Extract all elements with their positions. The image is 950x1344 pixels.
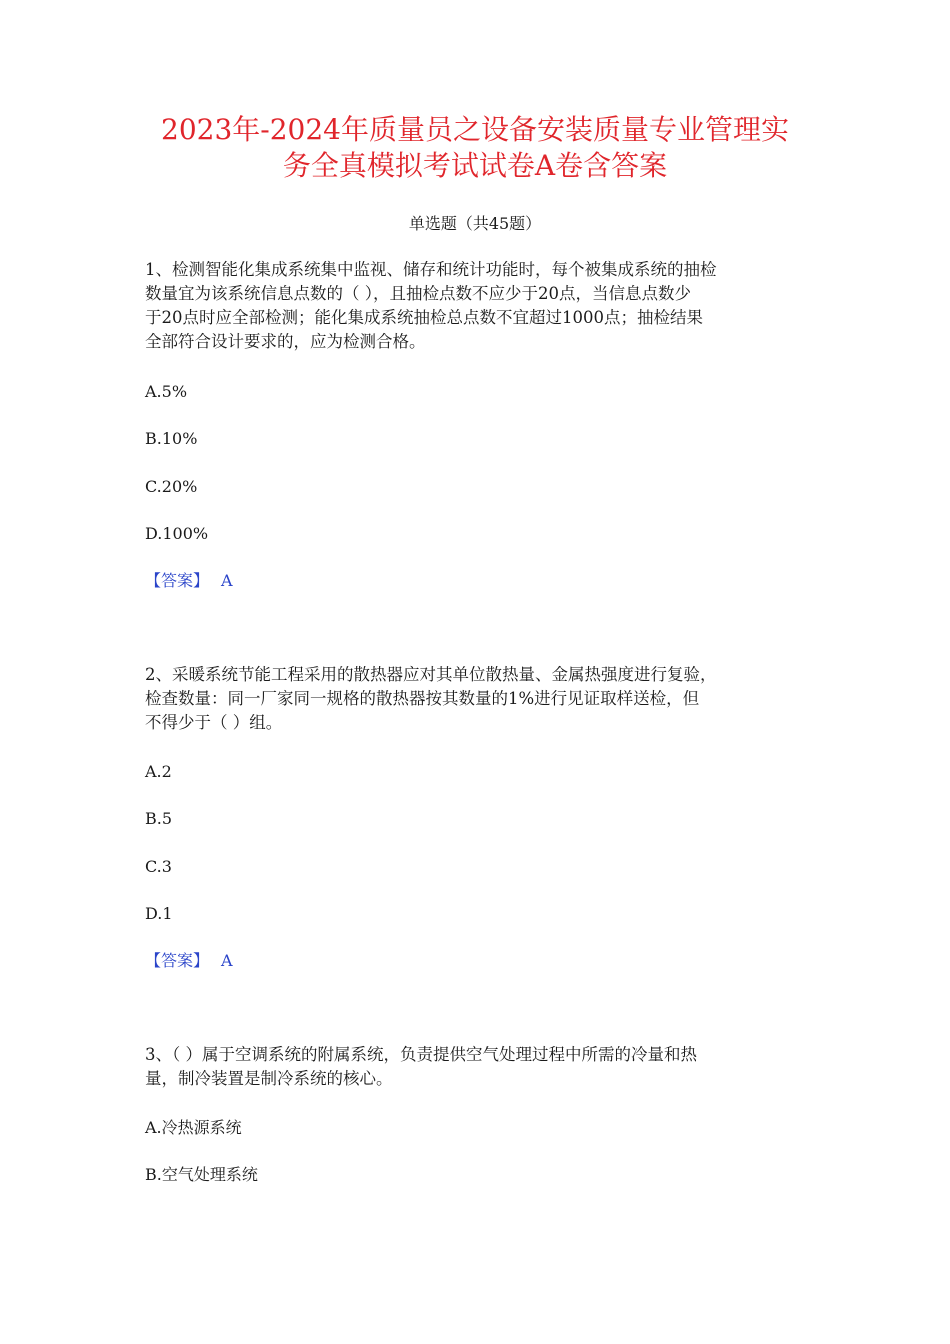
question-3-stem-line: 量，制冷装置是制冷系统的核心。	[145, 1069, 393, 1088]
question-2-option-b: B.5	[145, 809, 173, 828]
question-1-stem-line: 1、检测智能化集成系统集中监视、储存和统计功能时，每个被集成系统的抽检	[145, 260, 717, 279]
question-2-stem-line: 检查数量：同一厂家同一规格的散热器按其数量的1%进行见证取样送检，但	[145, 689, 700, 708]
question-1-stem	[145, 258, 810, 354]
question-3-stem	[145, 1043, 810, 1091]
question-1-answer	[145, 569, 233, 593]
answer-label: 【答案】	[145, 571, 210, 590]
question-2-option-d: D.1	[145, 904, 173, 923]
question-1-stem-line: 数量宜为该系统信息点数的（ ），且抽检点数不应少于20点，当信息点数少	[145, 284, 691, 303]
section-heading: 单选题（共45题）	[408, 214, 542, 233]
question-1-stem-line: 全部符合设计要求的，应为检测合格。	[145, 332, 426, 351]
document-title-line-1: 2023年-2024年质量员之设备安装质量专业管理实	[161, 113, 789, 146]
question-1-option-c: C.20%	[145, 477, 198, 496]
question-1-option-b: B.10%	[145, 429, 198, 448]
question-1-stem-line: 于20点时应全部检测；能化集成系统抽检总点数不宜超过1000点；抽检结果	[145, 308, 703, 327]
question-2-option-a: A.2	[145, 762, 172, 781]
question-3-stem-line: 3、（ ）属于空调系统的附属系统，负责提供空气处理过程中所需的冷量和热	[145, 1045, 697, 1064]
question-2-answer	[145, 949, 233, 973]
question-2-stem	[145, 663, 810, 735]
answer-value: A	[221, 951, 233, 970]
question-3-option-b: B.空气处理系统	[145, 1165, 258, 1184]
question-2-stem-line: 不得少于（ ）组。	[145, 713, 283, 732]
question-2-stem-line: 2、采暖系统节能工程采用的散热器应对其单位散热量、金属热强度进行复验，	[145, 665, 717, 684]
answer-value: A	[221, 571, 233, 590]
answer-label: 【答案】	[145, 951, 210, 970]
document-title-line-2: 务全真模拟考试试卷A卷含答案	[282, 149, 668, 182]
question-1-option-d: D.100%	[145, 524, 209, 543]
question-2-option-c: C.3	[145, 857, 172, 876]
question-3-option-a: A.冷热源系统	[145, 1118, 242, 1137]
question-1-option-a: A.5%	[145, 382, 188, 401]
